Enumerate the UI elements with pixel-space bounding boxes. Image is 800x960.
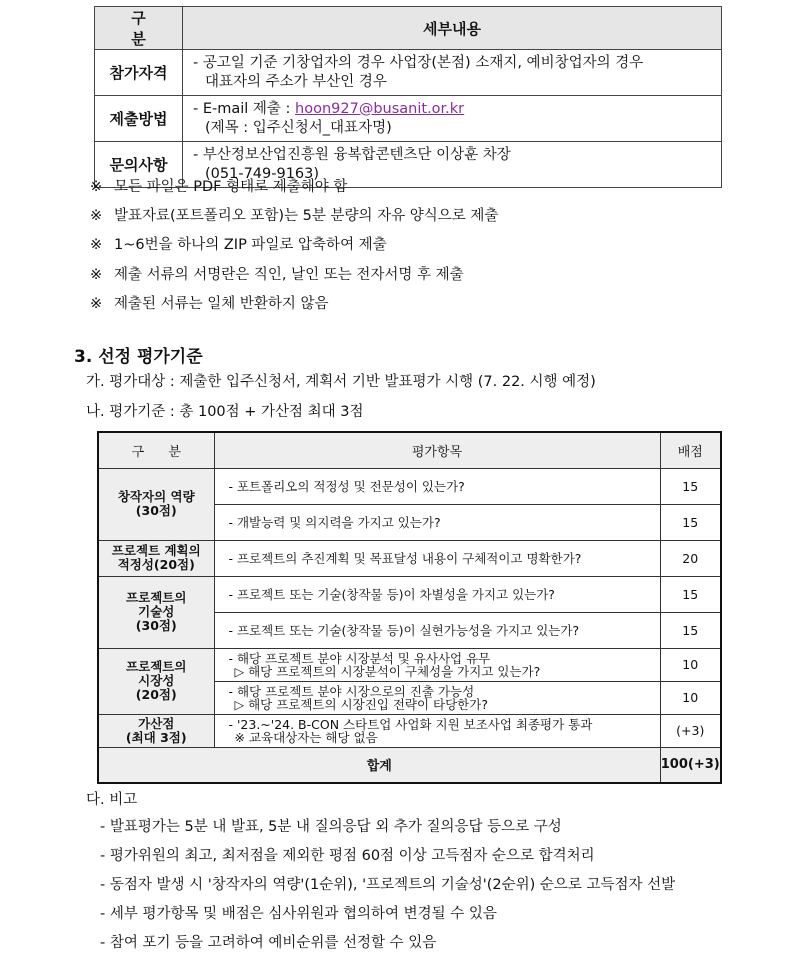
evaluation-table	[97, 431, 722, 784]
eval-item-text: - 해당 프로젝트 분야 시장으로의 진출 가능성	[228, 683, 475, 699]
total-score: 100(+3)	[660, 747, 721, 783]
eval-score: 15	[660, 576, 721, 612]
row-detail-eligibility	[183, 50, 722, 96]
eval-item-subtext: ▷ 해당 프로젝트의 시장분석이 구체성을 가지고 있는가?	[234, 663, 541, 679]
eval-criteria: 나. 평가기준 : 총 100점 + 가산점 최대 3점	[86, 404, 364, 420]
header-detail: 세부내용	[183, 7, 722, 50]
eval-score: (+3)	[660, 714, 721, 747]
table-row	[98, 648, 721, 681]
detail-line: (제목 : 입주신청서_대표자명)	[205, 119, 392, 136]
category-line: 시장성	[138, 673, 175, 688]
remark-item: - 발표평가는 5분 내 발표, 5분 내 질의응답 외 추가 질의응답 등으로 구성	[100, 819, 562, 835]
total-row	[98, 747, 721, 783]
detail-line-prefix: - E-mail 제출 :	[193, 100, 296, 117]
eval-item	[214, 681, 660, 714]
table-header-row	[95, 7, 722, 50]
eval-item: - 포트폴리오의 적정성 및 전문성이 있는가?	[214, 468, 660, 504]
category-line: 프로젝트의	[126, 590, 187, 605]
category-line: 프로젝트의	[126, 659, 187, 674]
category-line: 프로젝트 계획의	[111, 543, 201, 558]
category-line: 적정성(20점)	[117, 557, 195, 572]
header-score: 배점	[660, 432, 721, 468]
remark-item: - 동점자 발생 시 '창작자의 역량'(1순위), '프로젝트의 기술성'(2순위) 순으로 고득점자 선발	[100, 877, 676, 893]
note-item	[90, 293, 730, 322]
row-category-submission: 제출방법	[95, 96, 183, 142]
application-info-table	[94, 6, 722, 188]
eval-item-subtext: ▷ 해당 프로젝트의 시장진입 전략이 타당한가?	[234, 696, 488, 712]
category-line: 창작자의 역량	[117, 489, 195, 504]
eval-item: - 프로젝트 또는 기술(창작물 등)이 실현가능성을 가지고 있는가?	[214, 612, 660, 648]
eval-item: - 개발능력 및 의지력을 가지고 있는가?	[214, 504, 660, 540]
remark-item: - 평가위원의 최고, 최저점을 제외한 평점 60점 이상 고득점자 순으로 합격처리	[100, 848, 595, 864]
category-line: (30점)	[135, 503, 177, 518]
reference-mark-icon: ※	[90, 295, 103, 312]
remarks-list	[100, 816, 740, 960]
table-row	[95, 50, 722, 96]
note-item	[90, 176, 730, 205]
email-link[interactable]: hoon927@busanit.or.kr	[295, 100, 465, 117]
row-category-inquiry: 문의사항	[95, 142, 183, 188]
row-category-eligibility: 참가자격	[95, 50, 183, 96]
table-row	[98, 540, 721, 576]
eval-item	[214, 648, 660, 681]
note-item	[90, 234, 730, 263]
category-technology	[98, 576, 214, 648]
eval-item-text: - 해당 프로젝트 분야 시장분석 및 유사사업 유무	[228, 650, 491, 666]
eval-score: 15	[660, 504, 721, 540]
eval-score: 10	[660, 681, 721, 714]
header-item: 평가항목	[214, 432, 660, 468]
note-item	[90, 264, 730, 293]
eval-item: - 프로젝트 또는 기술(창작물 등)이 차별성을 가지고 있는가?	[214, 576, 660, 612]
remark-item: - 참여 포기 등을 고려하여 예비순위를 선정할 수 있음	[100, 935, 437, 951]
eval-score: 20	[660, 540, 721, 576]
detail-line: - 공고일 기준 기창업자의 경우 사업장(본점) 소재지, 예비창업자의 경우	[193, 54, 644, 71]
category-plan-adequacy	[98, 540, 214, 576]
detail-line: 대표자의 주소가 부산인 경우	[205, 73, 387, 90]
table-header-row	[98, 432, 721, 468]
note-text: 발표자료(포트폴리오 포함)는 5분 분량의 자유 양식으로 제출	[114, 208, 499, 225]
category-marketability	[98, 648, 214, 714]
eval-score: 15	[660, 612, 721, 648]
eval-item-text: - '23.~'24. B-CON 스타트업 사업화 지원 보조사업 최종평가 통과	[228, 716, 593, 732]
note-text: 모든 파일은 PDF 형태로 제출해야 함	[114, 179, 348, 195]
note-text: 제출된 서류는 일체 반환하지 않음	[114, 295, 329, 312]
eval-item	[214, 714, 660, 747]
category-creator-capability	[98, 468, 214, 540]
reference-mark-icon: ※	[90, 208, 103, 225]
category-line: (30점)	[135, 618, 177, 633]
table-row	[98, 468, 721, 504]
eval-item-subtext: ※ 교육대상자는 해당 없음	[234, 729, 378, 745]
reference-mark-icon: ※	[90, 266, 103, 283]
section-title: 3. 선정 평가기준	[74, 347, 203, 367]
category-line: (20점)	[135, 687, 177, 702]
table-row	[95, 96, 722, 142]
table-row	[98, 714, 721, 747]
eval-item: - 프로젝트의 추진계획 및 목표달성 내용이 구체적이고 명확한가?	[214, 540, 660, 576]
header-category: 구 분	[98, 432, 214, 468]
remarks-title: 다. 비고	[86, 792, 138, 808]
detail-line: - 부산정보산업진흥원 융복합콘텐츠단 이상훈 차장	[193, 146, 511, 163]
reference-mark-icon: ※	[90, 179, 103, 195]
total-label: 합계	[98, 747, 660, 783]
header-category: 구 분	[95, 7, 183, 50]
remark-item: - 세부 평가항목 및 배점은 심사위원과 협의하여 변경될 수 있음	[100, 906, 497, 922]
category-bonus	[98, 714, 214, 747]
row-detail-submission	[183, 96, 722, 142]
note-text: 1~6번을 하나의 ZIP 파일로 압축하여 제출	[114, 237, 387, 254]
note-item	[90, 205, 730, 234]
eval-target: 가. 평가대상 : 제출한 입주신청서, 계획서 기반 발표평가 시행 (7. 22. 시행 예정)	[86, 374, 596, 390]
contact-phone: (051-749-9163)	[205, 165, 320, 182]
eval-score: 10	[660, 648, 721, 681]
notes-list	[90, 176, 730, 322]
reference-mark-icon: ※	[90, 237, 103, 254]
table-row	[98, 576, 721, 612]
note-text: 제출 서류의 서명란은 직인, 날인 또는 전자서명 후 제출	[114, 266, 464, 283]
category-line: (최대 3점)	[125, 729, 187, 745]
category-line: 가산점	[138, 715, 175, 731]
category-line: 기술성	[138, 604, 175, 619]
eval-score: 15	[660, 468, 721, 504]
